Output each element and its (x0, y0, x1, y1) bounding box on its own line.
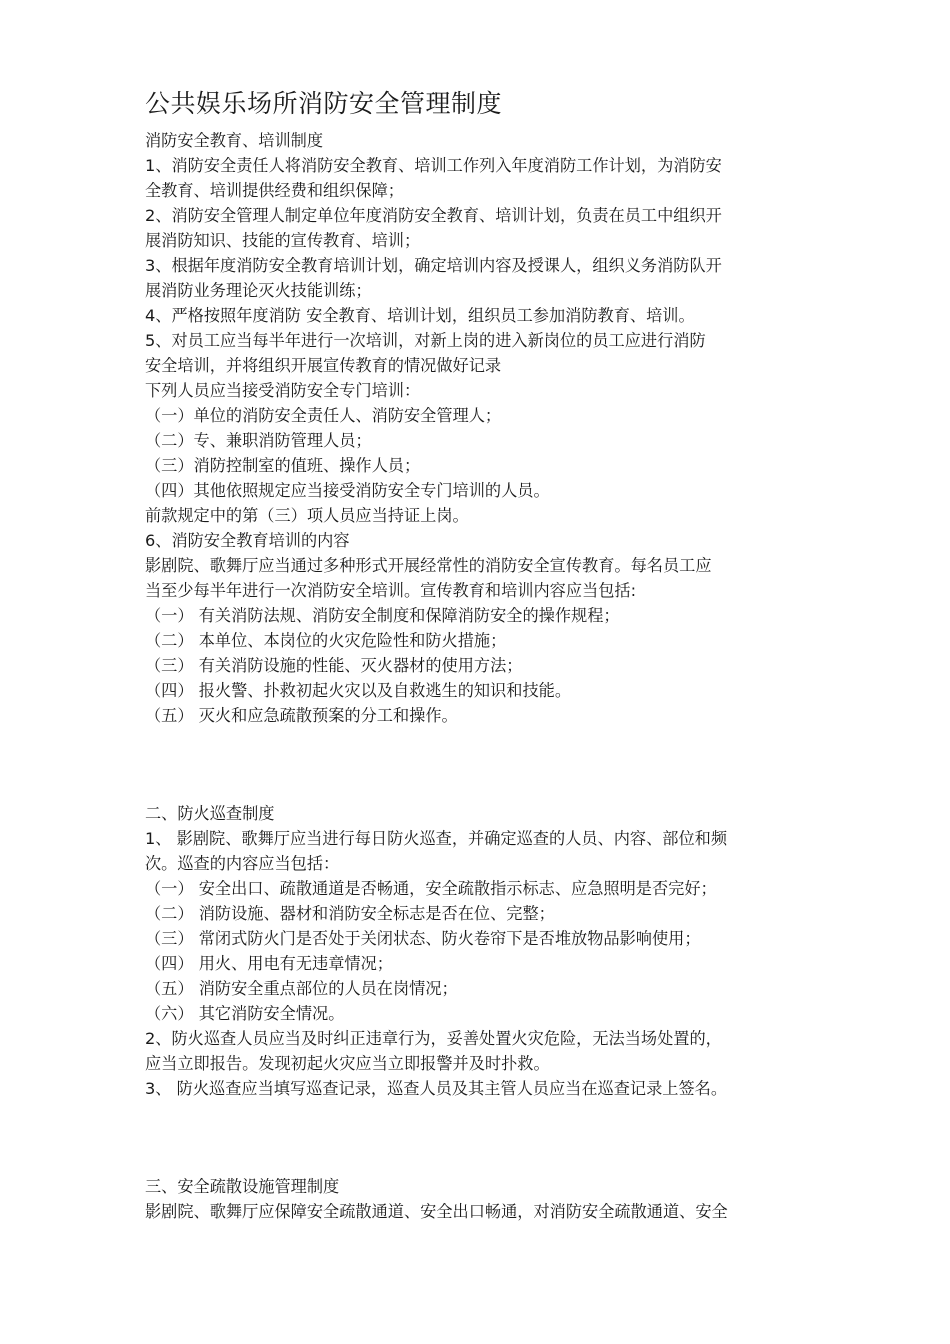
paragraph-line: 影剧院、歌舞厅应保障安全疏散通道、安全出口畅通，对消防安全疏散通道、安全 (145, 1202, 728, 1221)
paragraph-line: 下列人员应当接受消防安全专门培训： (145, 381, 421, 400)
list-item: （二） 本单位、本岗位的火灾危险性和防火措施； (145, 631, 507, 650)
paragraph-line: 影剧院、歌舞厅应当通过多种形式开展经常性的消防安全宣传教育。每名员工应 (145, 556, 712, 575)
section-heading: 二、防火巡查制度 (145, 804, 275, 823)
paragraph-line: 1、 影剧院、歌舞厅应当进行每日防火巡查，并确定巡查的人员、内容、部位和频 (145, 829, 728, 848)
list-item: （六） 其它消防安全情况。 (145, 1004, 345, 1023)
list-item: （二） 消防设施、器材和消防安全标志是否在位、完整； (145, 904, 555, 923)
list-item: （四） 用火、用电有无违章情况； (145, 954, 393, 973)
list-item: （三） 常闭式防火门是否处于关闭状态、防火卷帘下是否堆放物品影响使用； (145, 929, 701, 948)
document-title: 公共娱乐场所消防安全管理制度 (145, 89, 503, 118)
paragraph-line: 展消防业务理论灭火技能训练； (145, 281, 372, 300)
paragraph-line: 展消防知识、技能的宣传教育、培训； (145, 231, 421, 250)
list-item: （一） 安全出口、疏散通道是否畅通，安全疏散指示标志、应急照明是否完好； (145, 879, 717, 898)
section-1-content (145, 153, 825, 728)
paragraph-line: 6、消防安全教育培训的内容 (145, 531, 350, 550)
paragraph-line: 3、根据年度消防安全教育培训计划，确定培训内容及授课人，组织义务消防队开 (145, 256, 722, 275)
paragraph-line: 安全培训，并将组织开展宣传教育的情况做好记录 (145, 356, 502, 375)
paragraph-line: 4、严格按照年度消防 安全教育、培训计划，组织员工参加消防教育、培训。 (145, 306, 695, 325)
list-item: （三）消防控制室的值班、操作人员； (145, 456, 421, 475)
list-item: （五） 消防安全重点部位的人员在岗情况； (145, 979, 458, 998)
list-item: （四） 报火警、扑救初起火灾以及自救逃生的知识和技能。 (145, 681, 572, 700)
list-item: （二）专、兼职消防管理人员； (145, 431, 372, 450)
paragraph-line: 全教育、培训提供经费和组织保障； (145, 181, 404, 200)
paragraph-line: 前款规定中的第（三）项人员应当持证上岗。 (145, 506, 469, 525)
paragraph-line: 5、对员工应当每半年进行一次培训，对新上岗的进入新岗位的员工应进行消防 (145, 331, 706, 350)
paragraph-line: 1、消防安全责任人将消防安全教育、培训工作列入年度消防工作计划，为消防安 (145, 156, 722, 175)
section-spacer (145, 1101, 825, 1174)
section-2-content (145, 826, 825, 1101)
list-item: （一） 有关消防法规、消防安全制度和保障消防安全的操作规程； (145, 606, 620, 625)
paragraph-line: 3、 防火巡查应当填写巡查记录，巡查人员及其主管人员应当在巡查记录上签名。 (145, 1079, 728, 1098)
section-heading: 消防安全教育、培训制度 (145, 131, 324, 150)
document-body (145, 128, 825, 1224)
list-item: （一）单位的消防安全责任人、消防安全管理人； (145, 406, 502, 425)
paragraph-line: 次。巡查的内容应当包括： (145, 854, 340, 873)
section-heading: 三、安全疏散设施管理制度 (145, 1177, 340, 1196)
list-item: （四）其他依照规定应当接受消防安全专门培训的人员。 (145, 481, 550, 500)
list-item: （三） 有关消防设施的性能、灭火器材的使用方法； (145, 656, 523, 675)
section-spacer (145, 728, 825, 801)
list-item: （五） 灭火和应急疏散预案的分工和操作。 (145, 706, 458, 725)
paragraph-line: 2、防火巡查人员应当及时纠正违章行为，妥善处置火灾危险，无法当场处置的， (145, 1029, 722, 1048)
paragraph-line: 当至少每半年进行一次消防安全培训。宣传教育和培训内容应当包括: (145, 581, 637, 600)
paragraph-line: 应当立即报告。发现初起火灾应当立即报警并及时扑救。 (145, 1054, 550, 1073)
section-3-content (145, 1199, 825, 1224)
paragraph-line: 2、消防安全管理人制定单位年度消防安全教育、培训计划，负责在员工中组织开 (145, 206, 722, 225)
